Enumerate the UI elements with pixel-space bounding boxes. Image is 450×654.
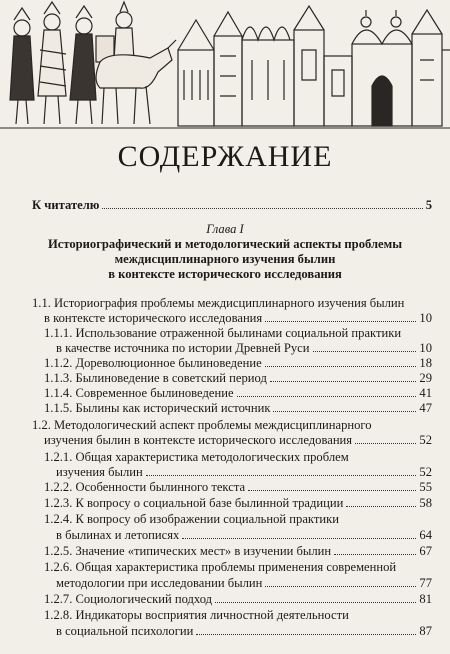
toc-entry-1-2 <box>44 433 432 448</box>
toc-entry-label: изучения былин <box>56 465 143 479</box>
toc-entry-label: в былинах и летописях <box>56 528 180 542</box>
toc-entry-1-2-3 <box>44 496 432 511</box>
toc-page-number: 52 <box>419 433 432 447</box>
toc-page-number: 29 <box>419 371 432 385</box>
leader-dots <box>273 401 416 412</box>
toc-entry-label: 1.1.4. Современное былиноведение <box>44 386 234 400</box>
leader-dots <box>102 198 422 209</box>
toc-entry-1-2-4-line-1: 1.2.4. К вопросу об изображении социальной практики <box>44 512 339 526</box>
chapter-heading-line-3: в контексте исторического исследования <box>108 267 342 281</box>
toc-page-number: 5 <box>425 198 432 212</box>
toc-entry-label: 1.1.5. Былины как исторический источник <box>44 401 271 415</box>
leader-dots <box>313 341 417 352</box>
toc-entry-1-2-6 <box>56 576 432 591</box>
toc-page-number: 52 <box>419 465 432 479</box>
leader-dots <box>248 480 416 491</box>
toc-entry-label: 1.2.2. Особенности былинного текста <box>44 480 246 494</box>
toc-entry-label: К читателю <box>32 198 100 212</box>
toc-entry-label: 1.2.7. Социологический подход <box>44 592 213 606</box>
toc-entry-1-2-5 <box>44 544 432 559</box>
leader-dots <box>265 311 416 322</box>
toc-page-number: 81 <box>419 592 432 606</box>
toc-entry-label: 1.1.2. Дореволюционное былиноведение <box>44 356 262 370</box>
toc-entry-1-2-1 <box>56 465 432 480</box>
leader-dots <box>265 356 417 367</box>
leader-dots <box>270 371 417 382</box>
toc-entry-1-2-line-1: 1.2. Методологический аспект проблемы междисциплинарного <box>32 418 372 432</box>
toc-page-number: 58 <box>419 496 432 510</box>
toc-entry-1-2-7 <box>44 592 432 607</box>
horse-rider <box>96 2 176 124</box>
leader-dots <box>334 544 416 555</box>
toc-page-number: 10 <box>419 311 432 325</box>
toc-page-number: 10 <box>419 341 432 355</box>
chapter-heading-line-1: Историографический и методологический аспекты проблемы <box>47 237 403 251</box>
leader-dots <box>196 624 416 635</box>
toc-entry-1-2-8-line-1: 1.2.8. Индикаторы восприятия личностной деятельности <box>44 608 349 622</box>
toc-entry-label: изучения былин в контексте исторического исследования <box>44 433 353 447</box>
chapter-heading-line-2: междисциплинарного изучения былин <box>114 252 336 266</box>
toc-page-number: 55 <box>419 480 432 494</box>
toc-entry-1-1-line-1: 1.1. Историография проблемы междисциплинарного изучения былин <box>32 296 405 310</box>
leader-dots <box>237 386 417 397</box>
toc-entry-1-1-4 <box>44 386 432 401</box>
toc-entry-1-2-8 <box>56 624 432 639</box>
leader-dots <box>215 592 416 603</box>
toc-entry-1-1 <box>44 311 432 326</box>
leader-dots <box>182 528 416 539</box>
leader-dots <box>346 496 416 507</box>
toc-entry-1-2-1-line-1: 1.2.1. Общая характеристика методологических проблем <box>44 450 349 464</box>
toc-page-number: 77 <box>419 576 432 590</box>
toc-entry-label: методологии при исследовании былин <box>56 576 263 590</box>
leader-dots <box>355 433 416 444</box>
old-town-buildings <box>178 6 450 126</box>
toc-entry-label: 1.2.3. К вопросу о социальной базе былинной традиции <box>44 496 344 510</box>
toc-page-number: 87 <box>419 624 432 638</box>
toc-page-number: 41 <box>419 386 432 400</box>
toc-entry-label: в социальной психологии <box>56 624 194 638</box>
page-title: СОДЕРЖАНИЕ <box>117 140 333 173</box>
toc-page-number: 18 <box>419 356 432 370</box>
warrior-figure-1 <box>10 8 34 124</box>
toc-page-number: 64 <box>419 528 432 542</box>
toc-entry-1-1-3 <box>44 371 432 386</box>
chapter-label: Глава I <box>206 222 244 236</box>
warrior-figure-3 <box>70 6 96 124</box>
toc-entry-1-1-5 <box>44 401 432 416</box>
leader-dots <box>265 576 416 587</box>
toc-entry-label: в контексте исторического исследования <box>44 311 263 325</box>
warrior-figure-2 <box>38 2 66 124</box>
toc-entry-label: 1.1.3. Былиноведение в советский период <box>44 371 267 385</box>
toc-entry-1-2-6-line-1: 1.2.6. Общая характеристика проблемы применения современной <box>44 560 397 574</box>
toc-page-number: 47 <box>419 401 432 415</box>
toc-entry-1-1-1 <box>56 341 432 356</box>
toc-entry-intro <box>32 198 432 213</box>
toc-entry-1-2-2 <box>44 480 432 495</box>
toc-page-number: 67 <box>419 544 432 558</box>
toc-entry-1-1-2 <box>44 356 432 371</box>
header-illustration <box>0 0 450 140</box>
leader-dots <box>146 465 417 476</box>
toc-entry-1-2-4 <box>56 528 432 543</box>
toc-entry-label: 1.2.5. Значение «типических мест» в изучении былин <box>44 544 332 558</box>
toc-entry-1-1-1-line-1: 1.1.1. Использование отраженной былинами социальной практики <box>44 326 402 340</box>
toc-entry-label: в качестве источника по истории Древней Руси <box>56 341 310 355</box>
